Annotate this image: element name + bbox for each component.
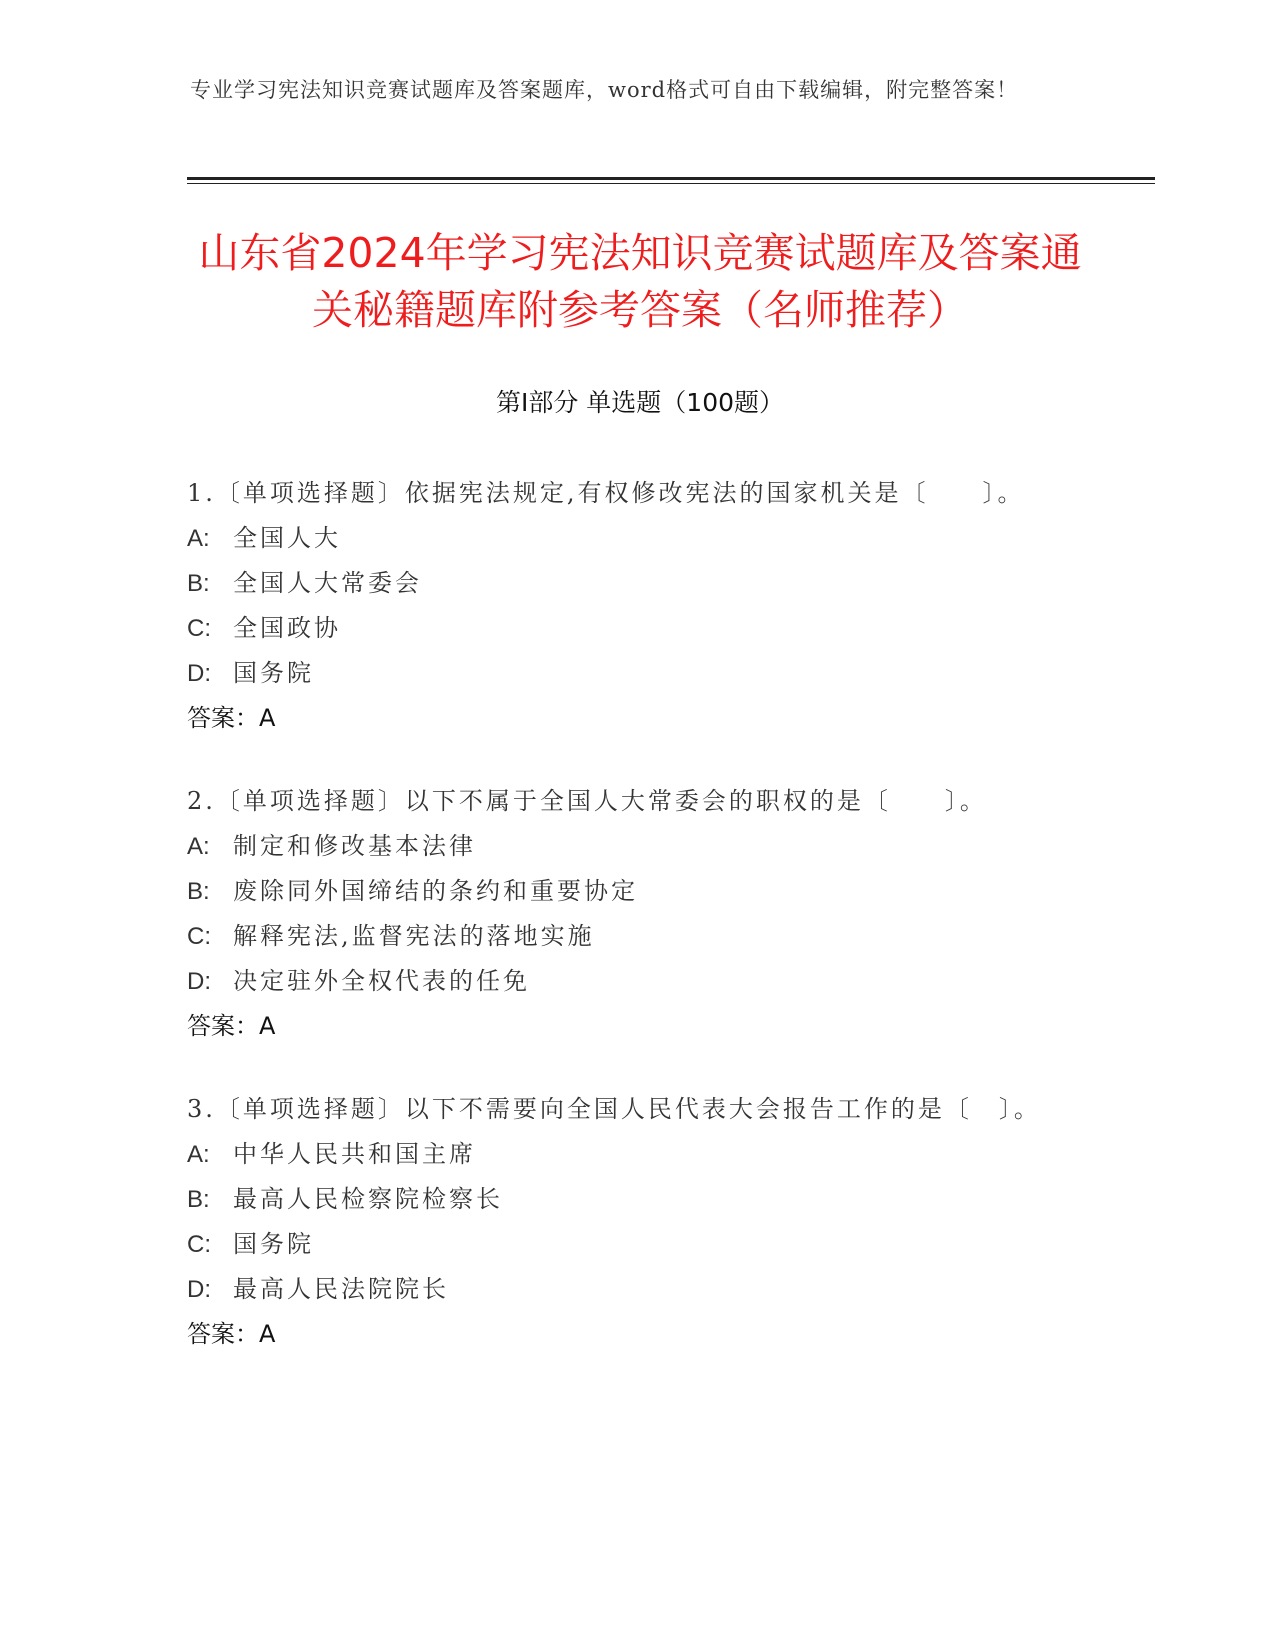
option-text: 中华人民共和国主席 <box>233 1140 476 1168</box>
option-letter: B: <box>187 878 210 905</box>
option-d <box>187 1267 1047 1312</box>
question-3 <box>187 1086 1047 1357</box>
option-a <box>187 824 1047 869</box>
option-d <box>187 651 1047 696</box>
option-letter: C: <box>187 615 211 642</box>
question-stem: 3.〔单项选择题〕以下不需要向全国人民代表大会报告工作的是〔 〕。 <box>187 1095 1041 1123</box>
option-letter: C: <box>187 1231 211 1258</box>
option-text: 最高人民检察院检察长 <box>233 1185 503 1213</box>
answer-line: 答案：A <box>187 1012 276 1040</box>
option-text: 全国人大常委会 <box>233 569 422 597</box>
option-b <box>187 869 1047 914</box>
answer-line: 答案：A <box>187 704 276 732</box>
option-text: 最高人民法院院长 <box>233 1275 449 1303</box>
option-text: 制定和修改基本法律 <box>233 832 476 860</box>
option-letter: B: <box>187 1186 210 1213</box>
answer-line: 答案：A <box>187 1320 276 1348</box>
question-stem: 2.〔单项选择题〕以下不属于全国人大常委会的职权的是〔 〕。 <box>187 787 987 815</box>
option-text: 废除同外国缔结的条约和重要协定 <box>233 877 638 905</box>
section-title: 第Ⅰ部分 单选题（100题） <box>495 388 785 417</box>
option-text: 全国人大 <box>233 524 341 552</box>
option-letter: B: <box>187 570 210 597</box>
question-list <box>187 470 1047 1394</box>
header-rule-thin <box>187 183 1155 184</box>
option-letter: A: <box>187 833 210 860</box>
option-text: 决定驻外全权代表的任免 <box>233 967 530 995</box>
option-d <box>187 959 1047 1004</box>
option-letter: D: <box>187 660 211 687</box>
option-letter: C: <box>187 923 211 950</box>
option-letter: D: <box>187 968 211 995</box>
option-text: 解释宪法,监督宪法的落地实施 <box>233 922 595 950</box>
option-b <box>187 561 1047 606</box>
option-a <box>187 516 1047 561</box>
option-text: 国务院 <box>233 1230 314 1258</box>
question-stem: 1.〔单项选择题〕依据宪法规定,有权修改宪法的国家机关是〔 〕。 <box>187 479 1025 507</box>
option-text: 全国政协 <box>233 614 341 642</box>
option-c <box>187 606 1047 651</box>
option-a <box>187 1132 1047 1177</box>
question-1 <box>187 470 1047 741</box>
header-rule-thick <box>187 177 1155 180</box>
option-letter: D: <box>187 1276 211 1303</box>
option-text: 国务院 <box>233 659 314 687</box>
option-letter: A: <box>187 1141 210 1168</box>
option-b <box>187 1177 1047 1222</box>
document-title: 山东省2024年学习宪法知识竞赛试题库及答案通关秘籍题库附参考答案（名师推荐） <box>198 229 1082 334</box>
option-c <box>187 914 1047 959</box>
option-letter: A: <box>187 525 210 552</box>
question-2 <box>187 778 1047 1049</box>
option-c <box>187 1222 1047 1267</box>
header-note: 专业学习宪法知识竞赛试题库及答案题库，word格式可自由下载编辑，附完整答案！ <box>190 78 1019 102</box>
